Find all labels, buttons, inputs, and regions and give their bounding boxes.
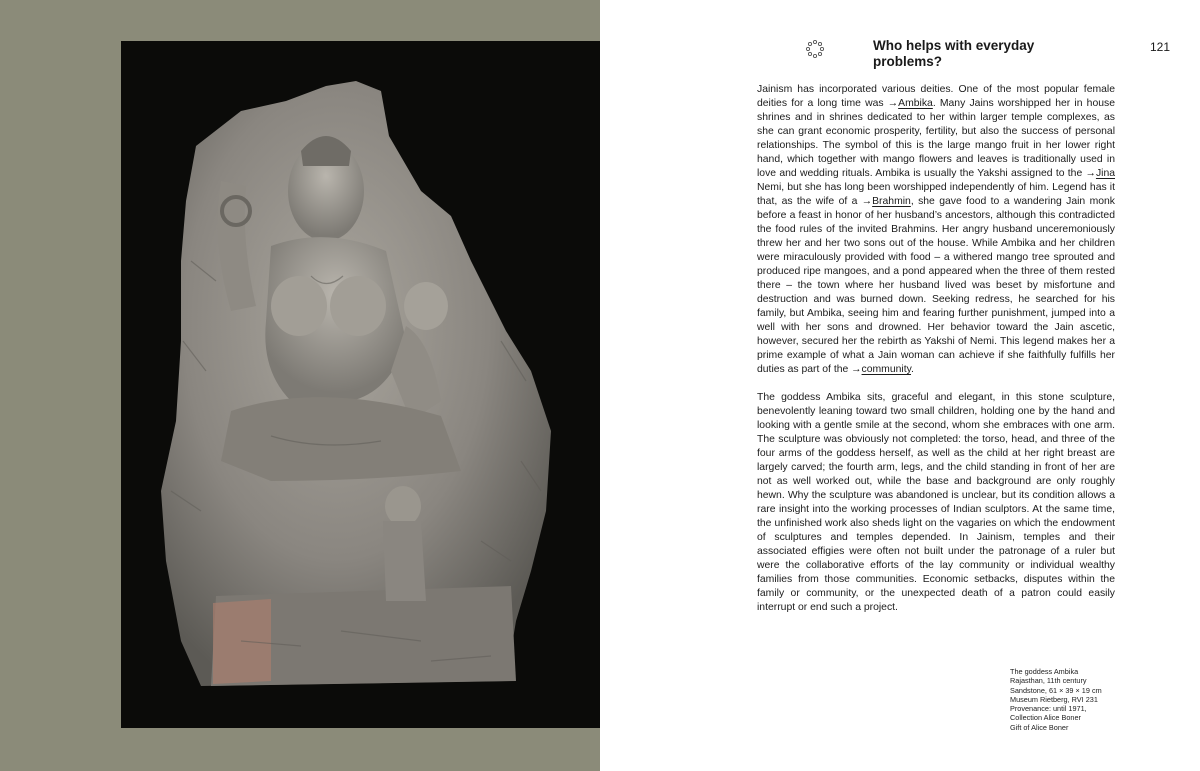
glossary-link[interactable]: Ambika	[898, 98, 933, 109]
chapter-title: Who helps with everyday problems?	[873, 38, 1035, 69]
text-run: , she gave food to a wandering Jain monk before a feast in honor of her husband’s ancestors, although this contradicted the food rules of the invited Brahmins. Her angry husband unceremoniously threw her and her two sons out of the house. While Ambika and her children were miraculously provided with food – a withered mango tree sprouted and produced ripe mangoes, and a pond appeared when the three of them rested there – the town where her husband lived was beset by misfortune and destruction and was burned down. Seeking redress, he searched for his family, but Ambika, seeing him and fearing further punishment, jumped into a well with her sons and drowned. Her behavior toward the Jain ascetic, however, secured her the rebirth as Yakshi of Nemi. This legend makes her a prime example of what a Jain woman can achieve if she faithfully fulfills her duties as part of the	[757, 196, 1115, 375]
dotted-circle-icon	[805, 39, 825, 59]
body-text	[757, 83, 1115, 629]
text-run: Nemi, but she has long been worshipped independently of him. Legend has it that, as the wife of a	[757, 182, 1115, 207]
text-run: .	[911, 364, 914, 375]
text-run: The goddess Ambika sits, graceful and elegant, in this stone sculpture, benevolently leaning toward two small children, holding one by the hand and looking with a gentle smile at the second, whom she embraces with one arm. The sculpture was obviously not completed: the torso, head, and three of the four arms of the goddess herself, as well as the child at her right breast are largely carved; the fourth arm, legs, and the child standing in front of her are not as well worked out, while the base and background are only roughly hewn. Why the sculpture was abandoned is unclear, but its condition allows a rare insight into the working processes of Indian sculptors. At the same time, the unfinished work also sheds light on the vagaries on which the endowment of sculptures and temples depended. In Jainism, temples and their associated effigies were often not built under the patronage of a ruler but were the collaborative efforts of the lay community or individual wealthy families from those communities. Economic setbacks, disputes within the family or community, or the unexpected death of a patron could easily interrupt or end such a project.	[757, 392, 1115, 613]
glossary-link[interactable]: community	[861, 364, 912, 375]
glossary-link[interactable]: Jina	[1095, 168, 1115, 179]
caption-line: The goddess Ambika	[1010, 667, 1079, 676]
text-run: . Many Jains worshipped her in house shrines and in shrines dedicated to her within larger temple complexes, as she can grant economic prosperity, fertility, but also the success of personal relationships. The symbol of this is the large mango fruit in her lower right hand, which together with mango flowers and leaves is traditionally used in love and wedding rituals. Ambika is usually the Yakshi assigned to the	[757, 98, 1115, 179]
paragraph	[757, 391, 1115, 615]
caption-line: Rajasthan, 11th century	[1010, 676, 1087, 686]
caption-line: Museum Rietberg, RVI 231	[1010, 694, 1098, 704]
glossary-link[interactable]: Brahmin	[872, 196, 911, 207]
ambika-sculpture-illustration	[121, 41, 600, 728]
text-run: Jainism has incorporated various deities. One of the most popular female deities for a long time was	[757, 84, 1115, 109]
caption-line: Sandstone, 61 × 39 × 19 cm	[1010, 685, 1102, 695]
caption-line: Provenance: until 1971,	[1010, 704, 1087, 714]
page-number: 121	[1150, 40, 1171, 54]
image-caption	[1010, 667, 1140, 732]
caption-line: Gift of Alice Boner	[1010, 722, 1069, 732]
paragraph: Jainism has incorporated various deities. One of the most popular female deities for a long time was →Ambika. Many Jains worshipped her in house shrines and in shrines dedicated to her within larger temple complexes, as she can grant economic prosperity, fertility, but also the success of personal relationships. The symbol of this is the large mango fruit in her lower right hand, which together with mango flowers and leaves is traditionally used in love and wedding rituals. Ambika is usually the Yakshi assigned to the →Jina Nemi, but she has long been worshipped independently of him. Legend has it that, as the wife of a →Brahmin, she gave food to a wandering Jain monk before a feast in honor of her husband’s ancestors, although this contradicted the food rules of the invited Brahmins. Her angry husband unceremoniously threw her and her two sons out of the house. While Ambika and her children were miraculously provided with food – a withered mango tree sprouted and produced ripe mangoes, and a pond appeared when the three of them rested there – the town where her husband lived was beset by misfortune and destruction and was burned down. Seeking redress, he searched for his family, but Ambika, seeing him and fearing further punishment, jumped into a well with her sons and drowned. Her behavior toward the Jain ascetic, however, secured her the rebirth as Yakshi of Nemi. This legend makes her a prime example of what a Jain woman can achieve if she faithfully fulfills her duties as part of the →community.	[757, 84, 1115, 375]
caption-line: Collection Alice Boner	[1010, 713, 1081, 723]
sculpture-photo	[121, 41, 600, 728]
